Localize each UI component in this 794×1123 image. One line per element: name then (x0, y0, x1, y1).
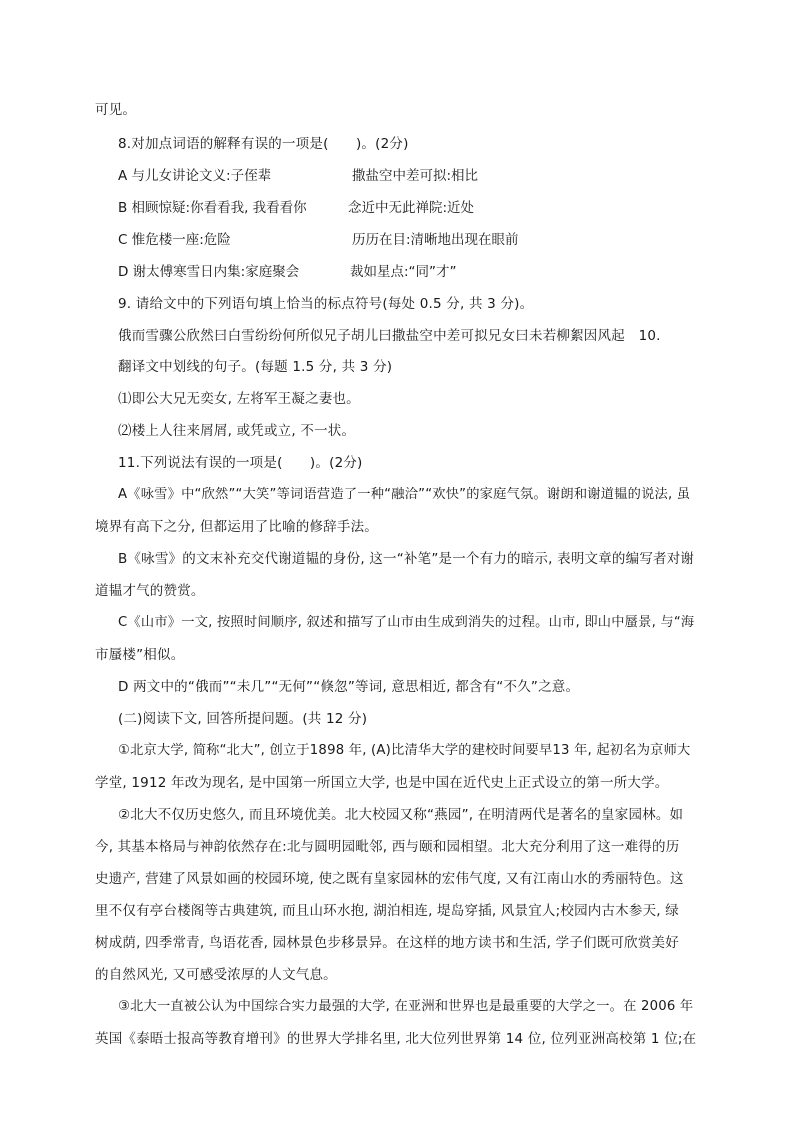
paragraph-2-cont: 里不仅有亭台楼阁等古典建筑, 而且山环水抱, 湖泊相连, 堤岛穿插, 风景宜人;校园内古木参天, 绿 (95, 903, 679, 919)
option-d-right: 裁如星点:“同”才” (350, 264, 457, 280)
statement-b: B《咏雪》的文末补充交代谢道韫的身份, 这一“补笔”是一个有力的暗示, 表明文章的编写者对谢 (118, 551, 695, 567)
paragraph-2-cont: 的自然风光, 又可感受浓厚的人文气息。 (95, 967, 337, 983)
option-c-left: C 惟危楼一座:危险 (118, 232, 231, 248)
statement-b-cont: 道韫才气的赞赏。 (95, 583, 205, 599)
paragraph-1-cont: 学堂, 1912 年改为现名, 是中国第一所国立大学, 也是中国在近代史上正式设立的第一所大学。 (95, 775, 669, 791)
paragraph-3-cont: 英国《泰晤士报高等教育增刊》的世界大学排名里, 北大位列世界第 14 位, 位列亚洲高校第 1 位;在 (95, 1031, 697, 1047)
question-11: 11.下列说法有误的一项是( )。(2分) (118, 455, 363, 471)
option-b-right: 念近中无此禅院:近处 (348, 200, 475, 216)
statement-d: D 两文中的“俄而”“未几”“无何”“倏忽”等词, 意思相近, 都含有“不久”之意。 (118, 679, 580, 695)
statement-c: C《山市》一文, 按照时间顺序, 叙述和描写了山市由生成到消失的过程。山市, 即山中蜃景, 与“海 (118, 615, 695, 630)
option-c-right: 历历在目:清晰地出现在眼前 (352, 232, 519, 248)
question-8: 8.对加点词语的解释有误的一项是( )。(2分) (118, 136, 409, 152)
option-a-right: 撒盐空中差可拟:相比 (352, 168, 479, 184)
option-b-left: B 相顾惊疑:你看看我, 我看看你 (118, 200, 307, 216)
statement-a: A《咏雪》中“欣然”“大笑”等词语营造了一种“融洽”“欢快”的家庭气氛。谢朗和谢道韫的说法, 虽 (118, 487, 691, 502)
paragraph-2: ②北大不仅历史悠久, 而且环境优美。北大校园又称“燕园”, 在明清两代是著名的皇家园林。如 (118, 807, 684, 823)
translate-sentence-2: ⑵楼上人往来屑屑, 或凭或立, 不一状。 (118, 423, 356, 439)
paragraph-2-cont: 树成荫, 四季常青, 鸟语花香, 园林景色步移景异。在这样的地方读书和生活, 学子们既可欣赏美好 (95, 935, 679, 951)
punctuation-passage: 俄而雪骤公欣然曰白雪纷纷何所似兄子胡儿曰撒盐空中差可拟兄女曰未若柳絮因风起 10. (118, 328, 661, 344)
question-9: 9. 请给文中的下列语句填上恰当的标点符号(每处 0.5 分, 共 3 分)。 (118, 296, 534, 312)
question-10: 翻译文中划线的句子。(每题 1.5 分, 共 3 分) (118, 359, 393, 375)
statement-a-cont: 境界有高下之分, 但都运用了比喻的修辞手法。 (95, 519, 378, 535)
option-d-left: D 谢太傅寒雪日内集:家庭聚会 (118, 264, 300, 280)
section-heading: (二)阅读下文, 回答所提问题。(共 12 分) (118, 711, 368, 727)
statement-c-cont: 市蜃楼”相似。 (95, 647, 185, 663)
paragraph-2-cont: 史遗产, 营建了风景如画的校园环境, 使之既有皇家园林的宏伟气度, 又有江南山水的秀丽特色。这 (95, 871, 684, 887)
paragraph-3: ③北大一直被公认为中国综合实力最强的大学, 在亚洲和世界也是最重要的大学之一。在 2006 年 (118, 999, 694, 1014)
option-a-left: A 与儿女讲论文义:子侄辈 (118, 168, 272, 184)
text-line: 可见。 (95, 102, 137, 118)
paragraph-1: ①北京大学, 简称“北大”, 创立于1898 年, (A)比清华大学的建校时间要早13 年, 起初名为京师大 (118, 743, 691, 758)
paragraph-2-cont: 今, 其基本格局与神韵依然存在:北与圆明园毗邻, 西与颐和园相望。北大充分利用了这一难得的历 (95, 839, 680, 855)
translate-sentence-1: ⑴即公大兄无奕女, 左将军王凝之妻也。 (118, 391, 360, 407)
